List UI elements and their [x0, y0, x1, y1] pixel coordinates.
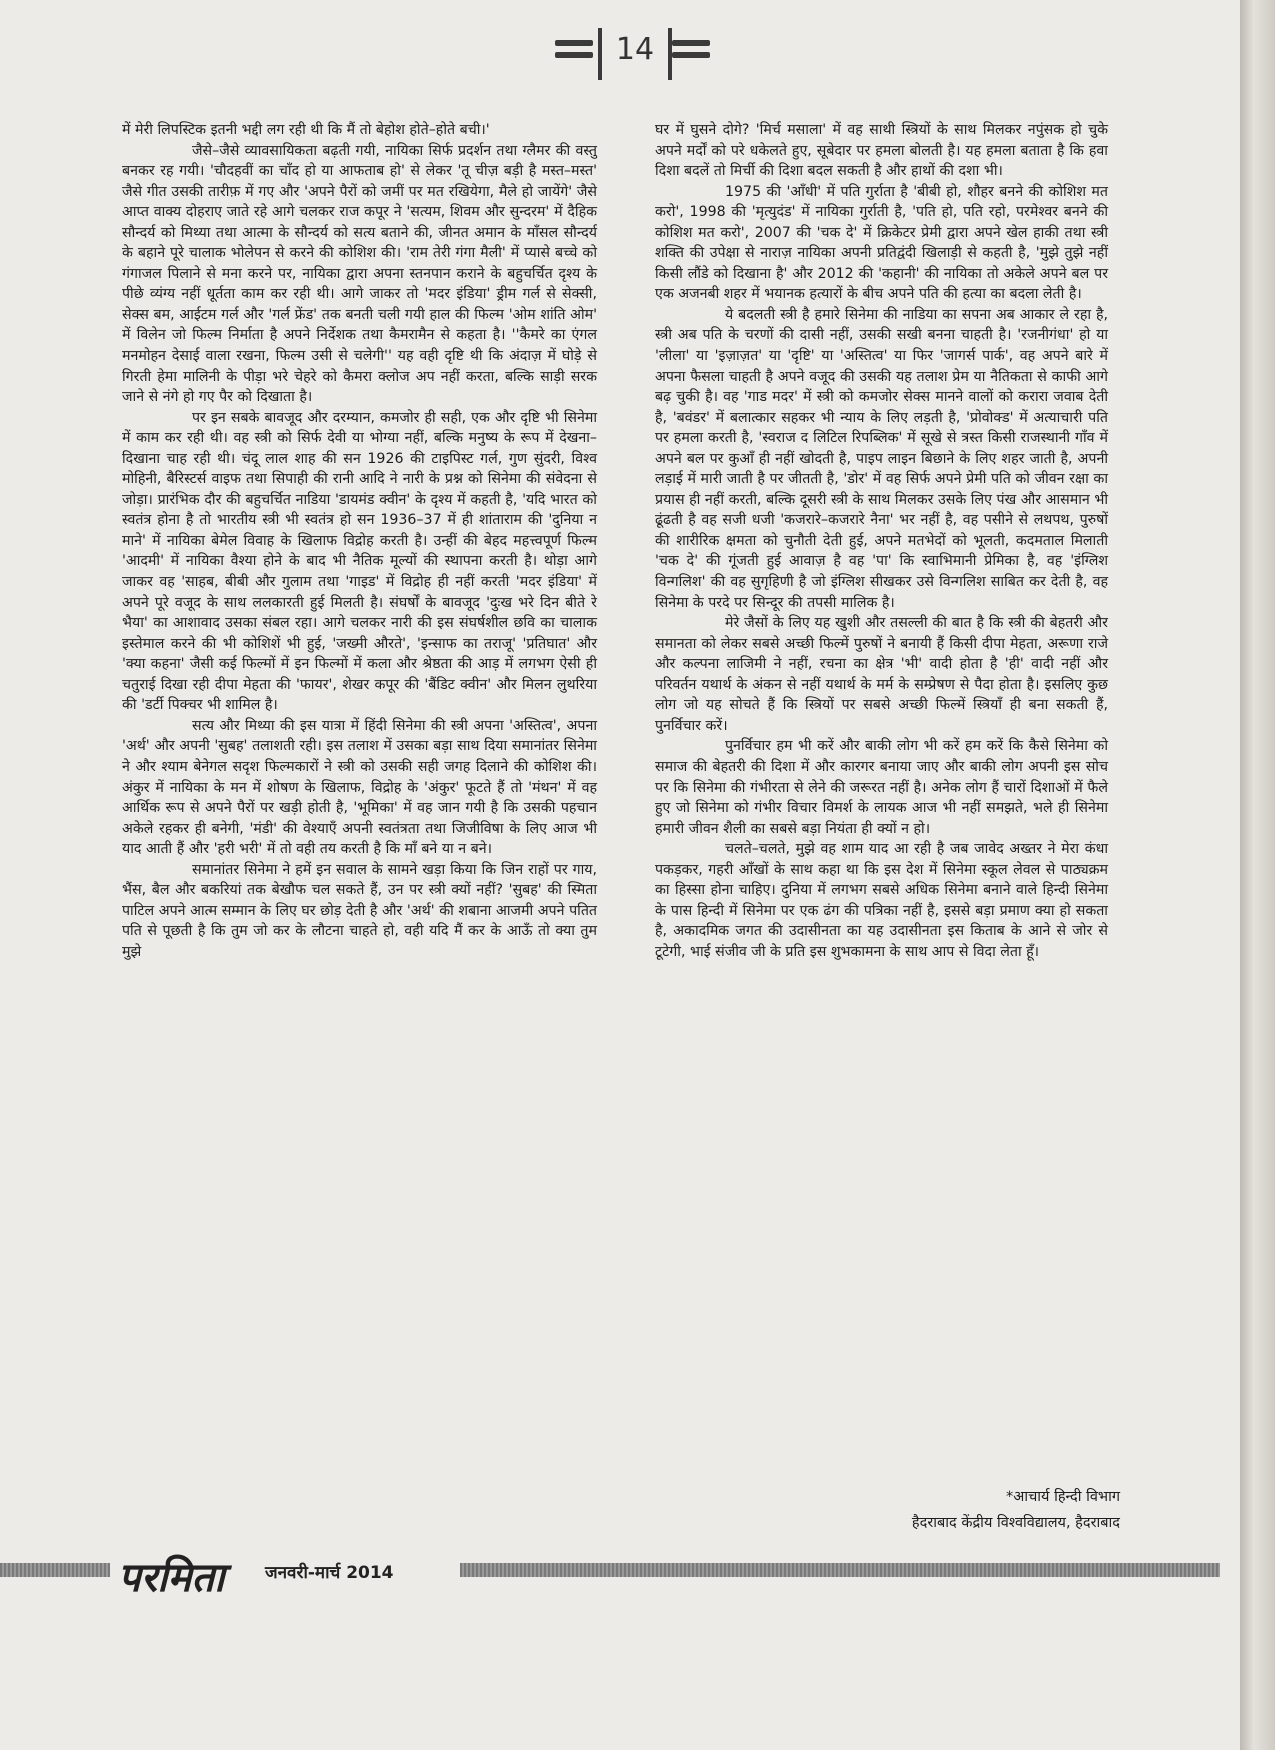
- page-number: 14: [615, 32, 655, 67]
- paragraph: जैसे–जैसे व्यावसायिकता बढ़ती गयी, नायिका सिर्फ प्रदर्शन तथा ग्लैमर की वस्तु बनकर रह गयी। 'चौदहवीं का चाँद हो या आफताब हो' से लेकर 'तू चीज़ बड़ी है मस्त–मस्त' जैसे गीत उसकी तारीफ़ में गए और 'अपने पैरों को जमीं पर मत रखियेगा, मैले हो जायेंगे' जैसे आप्त वाक्य दोहराए जाते रहे आगे चलकर राज कपूर ने 'सत्यम, शिवम और सुन्दरम' में दैहिक सौन्दर्य को मिथ्या तथा आत्मा के सौन्दर्य को सत्य बताने की, जीनत अमान के माँसल सौन्दर्य के बहाने पूरे चालाक भोलेपन से करने की कोशिश की। 'राम तेरी गंगा मैली' में प्यासे बच्चे को गंगाजल पिलाने से मना करने पर, नायिका द्वारा अपना स्तनपान कराने के बहुचर्चित दृश्य के पीछे व्यंग्य नहीं धूर्तता काम कर रही थी। आगे जाकर तो 'मदर इंडिया' ड्रीम गर्ल से सेक्सी, सेक्स बम, आईटम गर्ल और 'गर्ल फ्रेंड' तक बनती चली गयी हाल की फिल्म 'ओम शांति ओम' में विलेन जो फिल्म निर्माता है अपने निर्देशक तथा कैमरामैन से कहता है। ''कैमरे का एंगल मनमोहन देसाई वाला रखना, फिल्म उसी से चलेगी'' यह वही दृष्टि थी कि अंदाज़ में घोड़े से गिरती हेमा मालिनी के पीड़ा भरे चेहरे को कैमरा क्लोज अप नहीं करता, बल्कि साड़ी सरक जाने से नंगे हो गए पैर को दिखाता है।: [122, 142, 597, 406]
- paragraph: 1975 की 'आँधी' में पति गुर्राता है 'बीबी हो, शौहर बनने की कोशिश मत करो', 1998 की 'मृत्युदंड' में नायिका गुर्राती है, 'पति हो, पति रहो, परमेश्वर बनने की कोशिश मत करो', 2007 की 'चक दे' में क्रिकेटर प्रेमी द्वारा अपने खेल हाकी तथा स्त्री शक्ति की उपेक्षा से नाराज़ नायिका अपनी प्रतिद्वंदी खिलाड़ी से कहती है, 'मुझे तुझे नहीं किसी लौंडे को दिखाना है' और 2012 की 'कहानी' की नायिका तो अकेले अपने बल पर एक अजनबी शहर में भयानक हत्यारों के बीच अपने पति की हत्या का बदला लेती है।: [655, 183, 1108, 303]
- paragraph: में मेरी लिपस्टिक इतनी भद्दी लग रही थी कि मैं तो बेहोश होते–होते बची।': [122, 122, 490, 138]
- page-edge-shadow: [1240, 0, 1275, 1750]
- right-column: [655, 120, 1108, 962]
- issue-date: जनवरी-मार्च 2014: [265, 1563, 394, 1583]
- paragraph: सत्य और मिथ्या की इस यात्रा में हिंदी सिनेमा की स्त्री अपना 'अस्तित्व', अपना 'अर्थ' और अपनी 'सुबह' तलाशती रही। इस तलाश में उसका बड़ा साथ दिया समानांतर सिनेमा ने और श्याम बेनेगल सदृश फिल्मकारों ने स्त्री को उसकी सही जगह दिलाने की कोशिश की। अंकुर में नायिका के मन में शोषण के खिलाफ, विद्रोह के 'अंकुर' फूटते हैं तो 'मंथन' में वह आर्थिक रूप से अपने पैरों पर खड़ी होती है, 'भूमिका' में वह जान गयी है कि उसकी पहचान अकेले रहकर ही बनेगी, 'मंडी' की वेश्याएँ अपनी स्वतंत्रता तथा जिजीविषा के लिए आज भी याद आती हैं और 'हरी भरी' में तो वही तय करती है कि माँ बने या न बने।: [122, 717, 597, 858]
- header-ornament-left: [555, 40, 593, 64]
- page-footer: [0, 1552, 1240, 1601]
- paragraph: चलते–चलते, मुझे वह शाम याद आ रही है जब जावेद अख्तर ने मेरा कंधा पकड़कर, गहरी आँखों के साथ कहा था कि इस देश में सिनेमा स्कूल लेवल से पाठ्यक्रम का हिस्सा होना चाहिए। दुनिया में लगभग सबसे अधिक सिनेमा बनाने वाले हिन्दी सिनेमा के पास हिन्दी में सिनेमा पर एक ढंग की पत्रिका नहीं है, इससे बड़ा प्रमाण क्या हो सकता है, अकादमिक जगत की उदासीनता का यह उदासीनता इस किताब के आने से जोर से टूटेगी, भाई संजीव जी के प्रति इस शुभकामना के साथ आप से विदा लेता हूँ।: [655, 841, 1108, 960]
- paragraph: ये बदलती स्त्री है हमारे सिनेमा की नाडिया का सपना अब आकार ले रहा है, स्त्री अब पति के चरणों की दासी नहीं, उसकी सखी बनना चाहती है। 'रजनीगंधा' हो या 'लीला' या 'इज़ाज़त' या 'दृष्टि' या 'अस्तित्व' या फिर 'जागर्स पार्क', वह अपने बारे में अपना फैसला चाहती है अपने वजूद की उसकी यह तलाश प्रेम या नैतिकता से काफी आगे बढ़ चुकी है। वह 'गाड मदर' में स्त्री को कमजोर सेक्स मानने वालों को करारा जवाब देती है, 'बवंडर' में बलात्कार सहकर भी न्याय के लिए लड़ती है, 'प्रोवोक्ड' में अत्याचारी पति पर हमला करती है, 'स्वराज द लिटिल रिपब्लिक' में सूखे से त्रस्त किसी राजस्थानी गाँव में अपने बल पर कुआँ ही नहीं खोदती है, पाइप लाइन बिछाने के लिए शहर जाती है, अपनी लड़ाई में मारी जाती है पर जीतती है, 'डोर' में वह सिर्फ अपने प्रेमी पति को जीवन रक्षा का प्रयास ही नहीं करती, बल्कि दूसरी स्त्री के साथ मिलकर उसके लिए पंख और आसमान भी ढूंढती है वह सजी धजी 'कजरारे–कजरारे नैना' भर नहीं है, वह पसीने से लथपथ, पुरुषों की शारीरिक क्षमता को चुनौती देती हुई, अपने मतभेदों को भूलती, कदमताल मिलाती 'चक दे' की गूंजती हुई आवाज़ है वह 'पा' कि स्वाभिमानी प्रेमिका है, वह 'इंग्लिश विन्गलिश' की वह सुगृहिणी है जो इंग्लिश सीखकर उसे विन्गलिश साबित कर देती है, वह सिनेमा के परदे पर सिन्दूर की तपसी मालिक है।: [655, 306, 1108, 611]
- paragraph: पर इन सबके बावजूद और दरम्यान, कमजोर ही सही, एक और दृष्टि भी सिनेमा में काम कर रही थी। वह स्त्री को सिर्फ देवी या भोग्या नहीं, बल्कि मनुष्य के रूप में देखना–दिखाना चाह रही थी। चंदू लाल शाह की सन 1926 की टाइपिस्ट गर्ल, गुण सुंदरी, विश्व मोहिनी, बैरिस्टर्स वाइफ तथा सिपाही की रानी आदि ने नारी के प्रश्न को सिनेमा की संवेदना से जोड़ा। प्रारंभिक दौर की बहुचर्चित नाडिया 'डायमंड क्वीन' के दृश्य में कहती है, 'यदि भारत को स्वतंत्र होना है तो भारतीय स्त्री भी स्वतंत्र हो सन 1936–37 में ही शांताराम की 'दुनिया न माने' में नायिका बेमेल विवाह के खिलाफ विद्रोह करती है। उन्हीं की बेहद महत्त्वपूर्ण फिल्म 'आदमी' में नायिका वैश्या होने के बाद भी नैतिक मूल्यों की स्थापना करती है। थोड़ा आगे जाकर वह 'साहब, बीबी और गुलाम तथा 'गाइड' में विद्रोह ही नहीं करती 'मदर इंडिया' में अपने पूरे वजूद के साथ ललकारती हुई मिलती है। संघर्षों के बावजूद 'दुःख भरे दिन बीते रे भैया' का आशावाद उसका संबल रहा। आगे चलकर नारी की इस संघर्षशील छवि का चालाक इस्तेमाल करने की भी कोशिशें भी हुई, 'जख्मी औरते', 'इन्साफ का तराजू' 'प्रतिघात' और 'क्या कहना' जैसी कई फिल्मों में इन फिल्मों में कला और श्रेष्ठता की आड़ में लगभग ऐसी ही चतुराई दिखा रही दीपा मेहता की 'फायर', शेखर कपूर की 'बैंडिट क्वीन' और मिलन लुथरिया की 'डर्टी पिक्चर भी शामिल है।: [122, 409, 597, 714]
- footer-rule-right: [460, 1563, 1220, 1577]
- affiliation-university: हैदराबाद केंद्रीय विश्वविद्यालय, हैदराबाद: [911, 1515, 1120, 1531]
- footer-rule-left: [0, 1563, 110, 1577]
- header-ornament-right: [672, 40, 710, 64]
- paragraph: मेरे जैसों के लिए यह खुशी और तसल्ली की बात है कि स्त्री की बेहतरी और समानता को लेकर सबसे अच्छी फिल्में पुरुषों ने बनायी हैं किसी दीपा मेहता, अरूणा राजे और कल्पना लाजिमी ने नहीं, रचना का क्षेत्र 'भी' वादी होता है 'ही' वादी नहीं और परिवर्तन यथार्थ के अंकन से नहीं यथार्थ के मर्म के सम्प्रेषण से पैदा होता है। इसलिए कुछ लोग जो यह सोचते हैं कि स्त्रियों पर सबसे अच्छी फिल्में स्त्रियाँ ही बना सकती हैं, पुनर्विचार करें।: [655, 615, 1108, 734]
- paragraph: समानांतर सिनेमा ने हमें इन सवाल के सामने खड़ा किया कि जिन राहों पर गाय, भैंस, बैल और बकरियां तक बेखौफ चल सकते हैं, उन पर स्त्री क्यों नहीं? 'सुबह' की स्मिता पाटिल अपने आत्म सम्मान के लिए घर छोड़ देती है और 'अर्थ' की शबाना आजमी अपने पतित पति से पूछती है कि तुम जो कर के लौटना चाहते हो, वही यदि मैं कर के आऊँ तो क्या तुम मुझे: [122, 861, 597, 960]
- paragraph: घर में घुसने दोगे? 'मिर्च मसाला' में वह साथी स्त्रियों के साथ मिलकर नपुंसक हो चुके अपने मर्दों को परे धकेलते हुए, सूबेदार पर हमला बोलती है। यह हमला बताता है कि हवा दिशा बदलें तो मिर्ची की दिशा बदल सकती है और हाथों की दशा भी।: [655, 122, 1108, 180]
- page-header: [0, 22, 1240, 88]
- left-column: [122, 120, 597, 962]
- affiliation-department: *आचार्य हिन्दी विभाग: [1006, 1489, 1120, 1505]
- author-affiliation: [820, 1484, 1120, 1536]
- paragraph: पुनर्विचार हम भी करें और बाकी लोग भी करें हम करें कि कैसे सिनेमा को समाज की बेहतरी की दिशा में और कारगर बनाया जाए और बाकी लोग अपनी इस सोच पर कि सिनेमा की गंभीरता से लेने की जरूरत नहीं है। अनेक लोग हैं चारों दिशाओं में फैले हुए जो सिनेमा को गंभीर विचार विमर्श के लायक आज भी नहीं समझते, भले ही सिनेमा हमारी जीवन शैली का सबसे बड़ा नियंता ही क्यों न हो।: [655, 738, 1108, 837]
- magazine-logo: परमिता: [118, 1554, 225, 1601]
